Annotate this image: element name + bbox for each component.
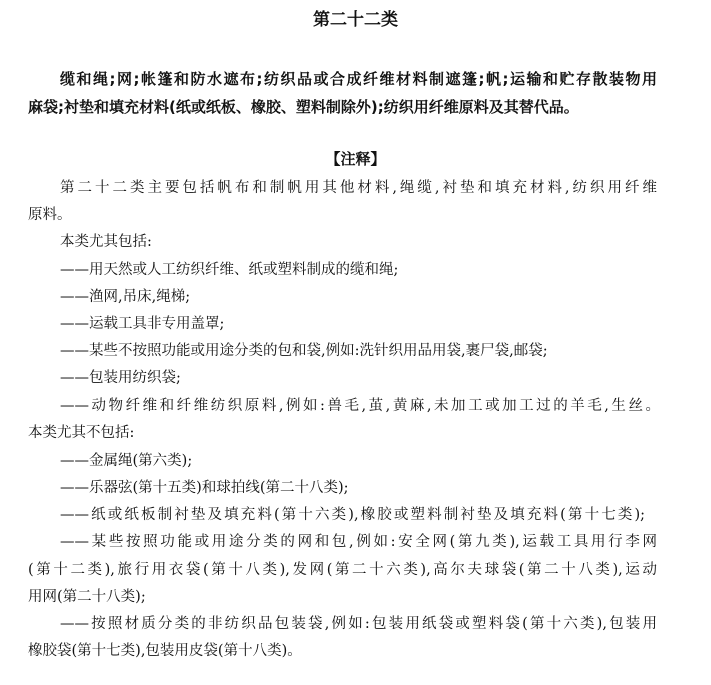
includes-item: ——用天然或人工纺织纤维、纸或塑料制成的缆和绳;: [60, 262, 399, 278]
intro-line: 原料。: [28, 207, 72, 223]
includes-item: ——动物纤维和纤维纺织原料,例如:兽毛,茧,黄麻,未加工或加工过的羊毛,生丝。: [60, 398, 660, 414]
includes-item: ——包装用纺织袋;: [60, 370, 181, 386]
note-heading: 【注释】: [325, 150, 386, 168]
includes-label: 本类尤其包括:: [60, 234, 152, 250]
page-title: 第二十二类: [313, 10, 398, 30]
excludes-label: 本类尤其不包括:: [28, 425, 135, 441]
class-heading-line: 缆和绳;网;帐篷和防水遮布;纺织品或合成纤维材料制遮篷;帆;运输和贮存散装物用: [60, 70, 657, 88]
includes-item: ——某些不按照功能或用途分类的包和袋,例如:洗针织用品用袋,裹尸袋,邮袋;: [60, 343, 548, 359]
class-heading-line: 麻袋;衬垫和填充材料(纸或纸板、橡胶、塑料制除外);纺织用纤维原料及其替代品。: [28, 98, 579, 116]
excludes-item-continued: 橡胶袋(第十七类),包装用皮袋(第十八类)。: [28, 643, 302, 659]
excludes-item: ——按照材质分类的非纺织品包装袋,例如:包装用纸袋或塑料袋(第十六类),包装用: [60, 616, 657, 632]
excludes-item-continued: 用网(第二十八类);: [28, 589, 146, 605]
intro-line: 第二十二类主要包括帆布和制帆用其他材料,绳缆,衬垫和填充材料,纺织用纤维: [60, 180, 657, 196]
includes-item: ——运载工具非专用盖罩;: [60, 316, 225, 332]
excludes-item: ——乐器弦(第十五类)和球拍线(第二十八类);: [60, 480, 349, 496]
excludes-item: ——某些按照功能或用途分类的网和包,例如:安全网(第九类),运载工具用行李网: [60, 534, 657, 550]
excludes-item: ——纸或纸板制衬垫及填充料(第十六类),橡胶或塑料制衬垫及填充料(第十七类);: [60, 507, 645, 523]
includes-item: ——渔网,吊床,绳梯;: [60, 289, 191, 305]
excludes-item-continued: (第十二类),旅行用衣袋(第十八类),发网(第二十六类),高尔夫球袋(第二十八类),运动: [28, 562, 657, 578]
excludes-item: ——金属绳(第六类);: [60, 453, 193, 469]
